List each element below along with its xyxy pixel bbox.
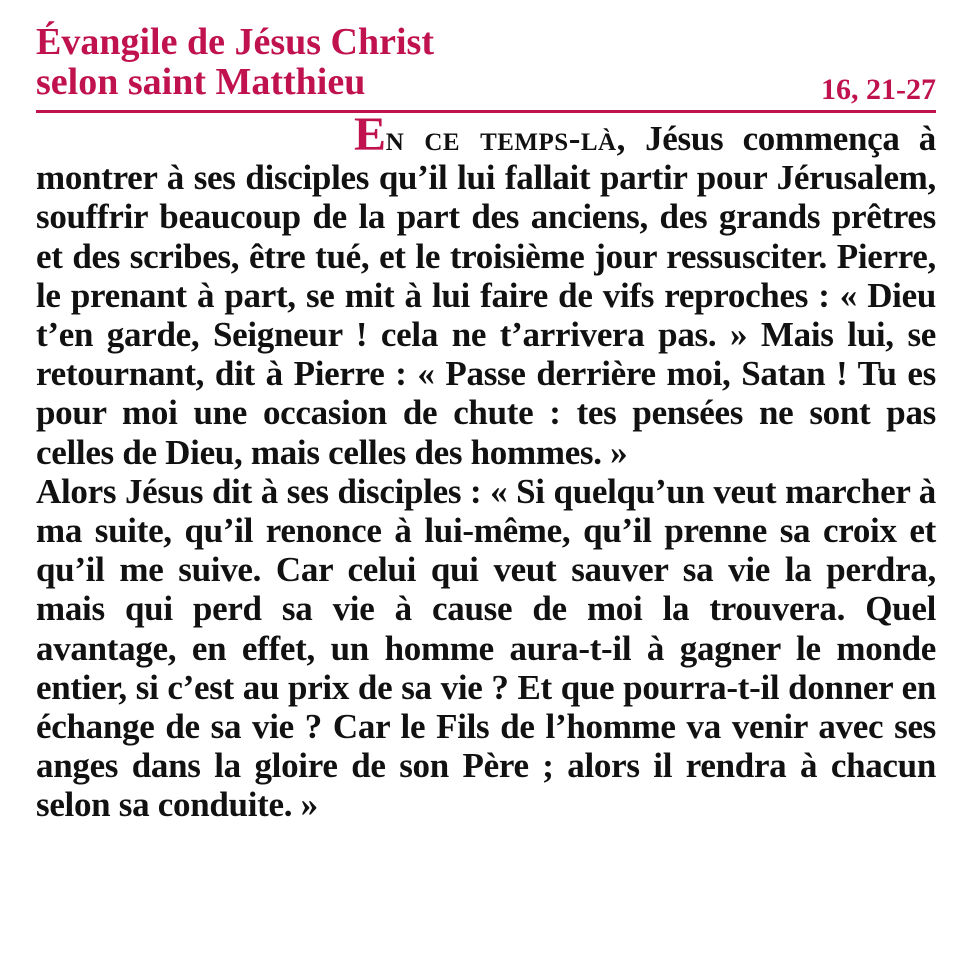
scripture-reference: 16, 21-27 — [821, 73, 936, 106]
gospel-header — [36, 22, 936, 104]
gospel-text — [36, 108, 936, 825]
header-divider — [36, 110, 936, 113]
drop-cap: E — [354, 108, 386, 161]
paragraph-2: Alors Jésus dit à ses disciples : « Si quelqu’un veut marcher à ma suite, qu’il renonce à lui-même, qu’il prenne sa croix et qu’il me suive. Car celui qui veut sauver sa vie la perdra, mais qui perd sa vie à cause de moi la trouvera. Quel avantage, en effet, un homme aura-t-il à gagner le monde entier, si c’est au prix de sa vie ? Et que pourra-t-il donner en échange de sa vie ? Car le Fils de l’homme va venir avec ses anges dans la gloire de son Père ; alors il rendra à chacun selon sa conduite. » — [36, 471, 936, 825]
gospel-title-line-2: selon saint Matthieu — [36, 61, 366, 103]
gospel-title-line-1: Évangile de Jésus Christ — [36, 21, 434, 63]
opening-small-caps: n ce temps-là, — [385, 119, 626, 158]
paragraph-1 — [36, 108, 936, 472]
paragraph-1-text: Jésus commença à montrer à ses disciples qu’il lui fallait partir pour Jérusalem, souffrir beaucoup de la part des anciens, des grands prêtres et des scribes, être tué, et le troisième jour ressusciter. Pierre, le prenant à part, se mit à lui faire de vifs reproches : « Dieu t’en garde, Seigneur ! cela ne t’arrivera pas. » Mais lui, se retournant, dit à Pierre : « Passe derrière moi, Satan ! Tu es pour moi une occasion de chute : tes pensées ne sont pas celles de Dieu, mais celles des hommes. » — [36, 119, 936, 472]
gospel-page — [36, 22, 936, 825]
